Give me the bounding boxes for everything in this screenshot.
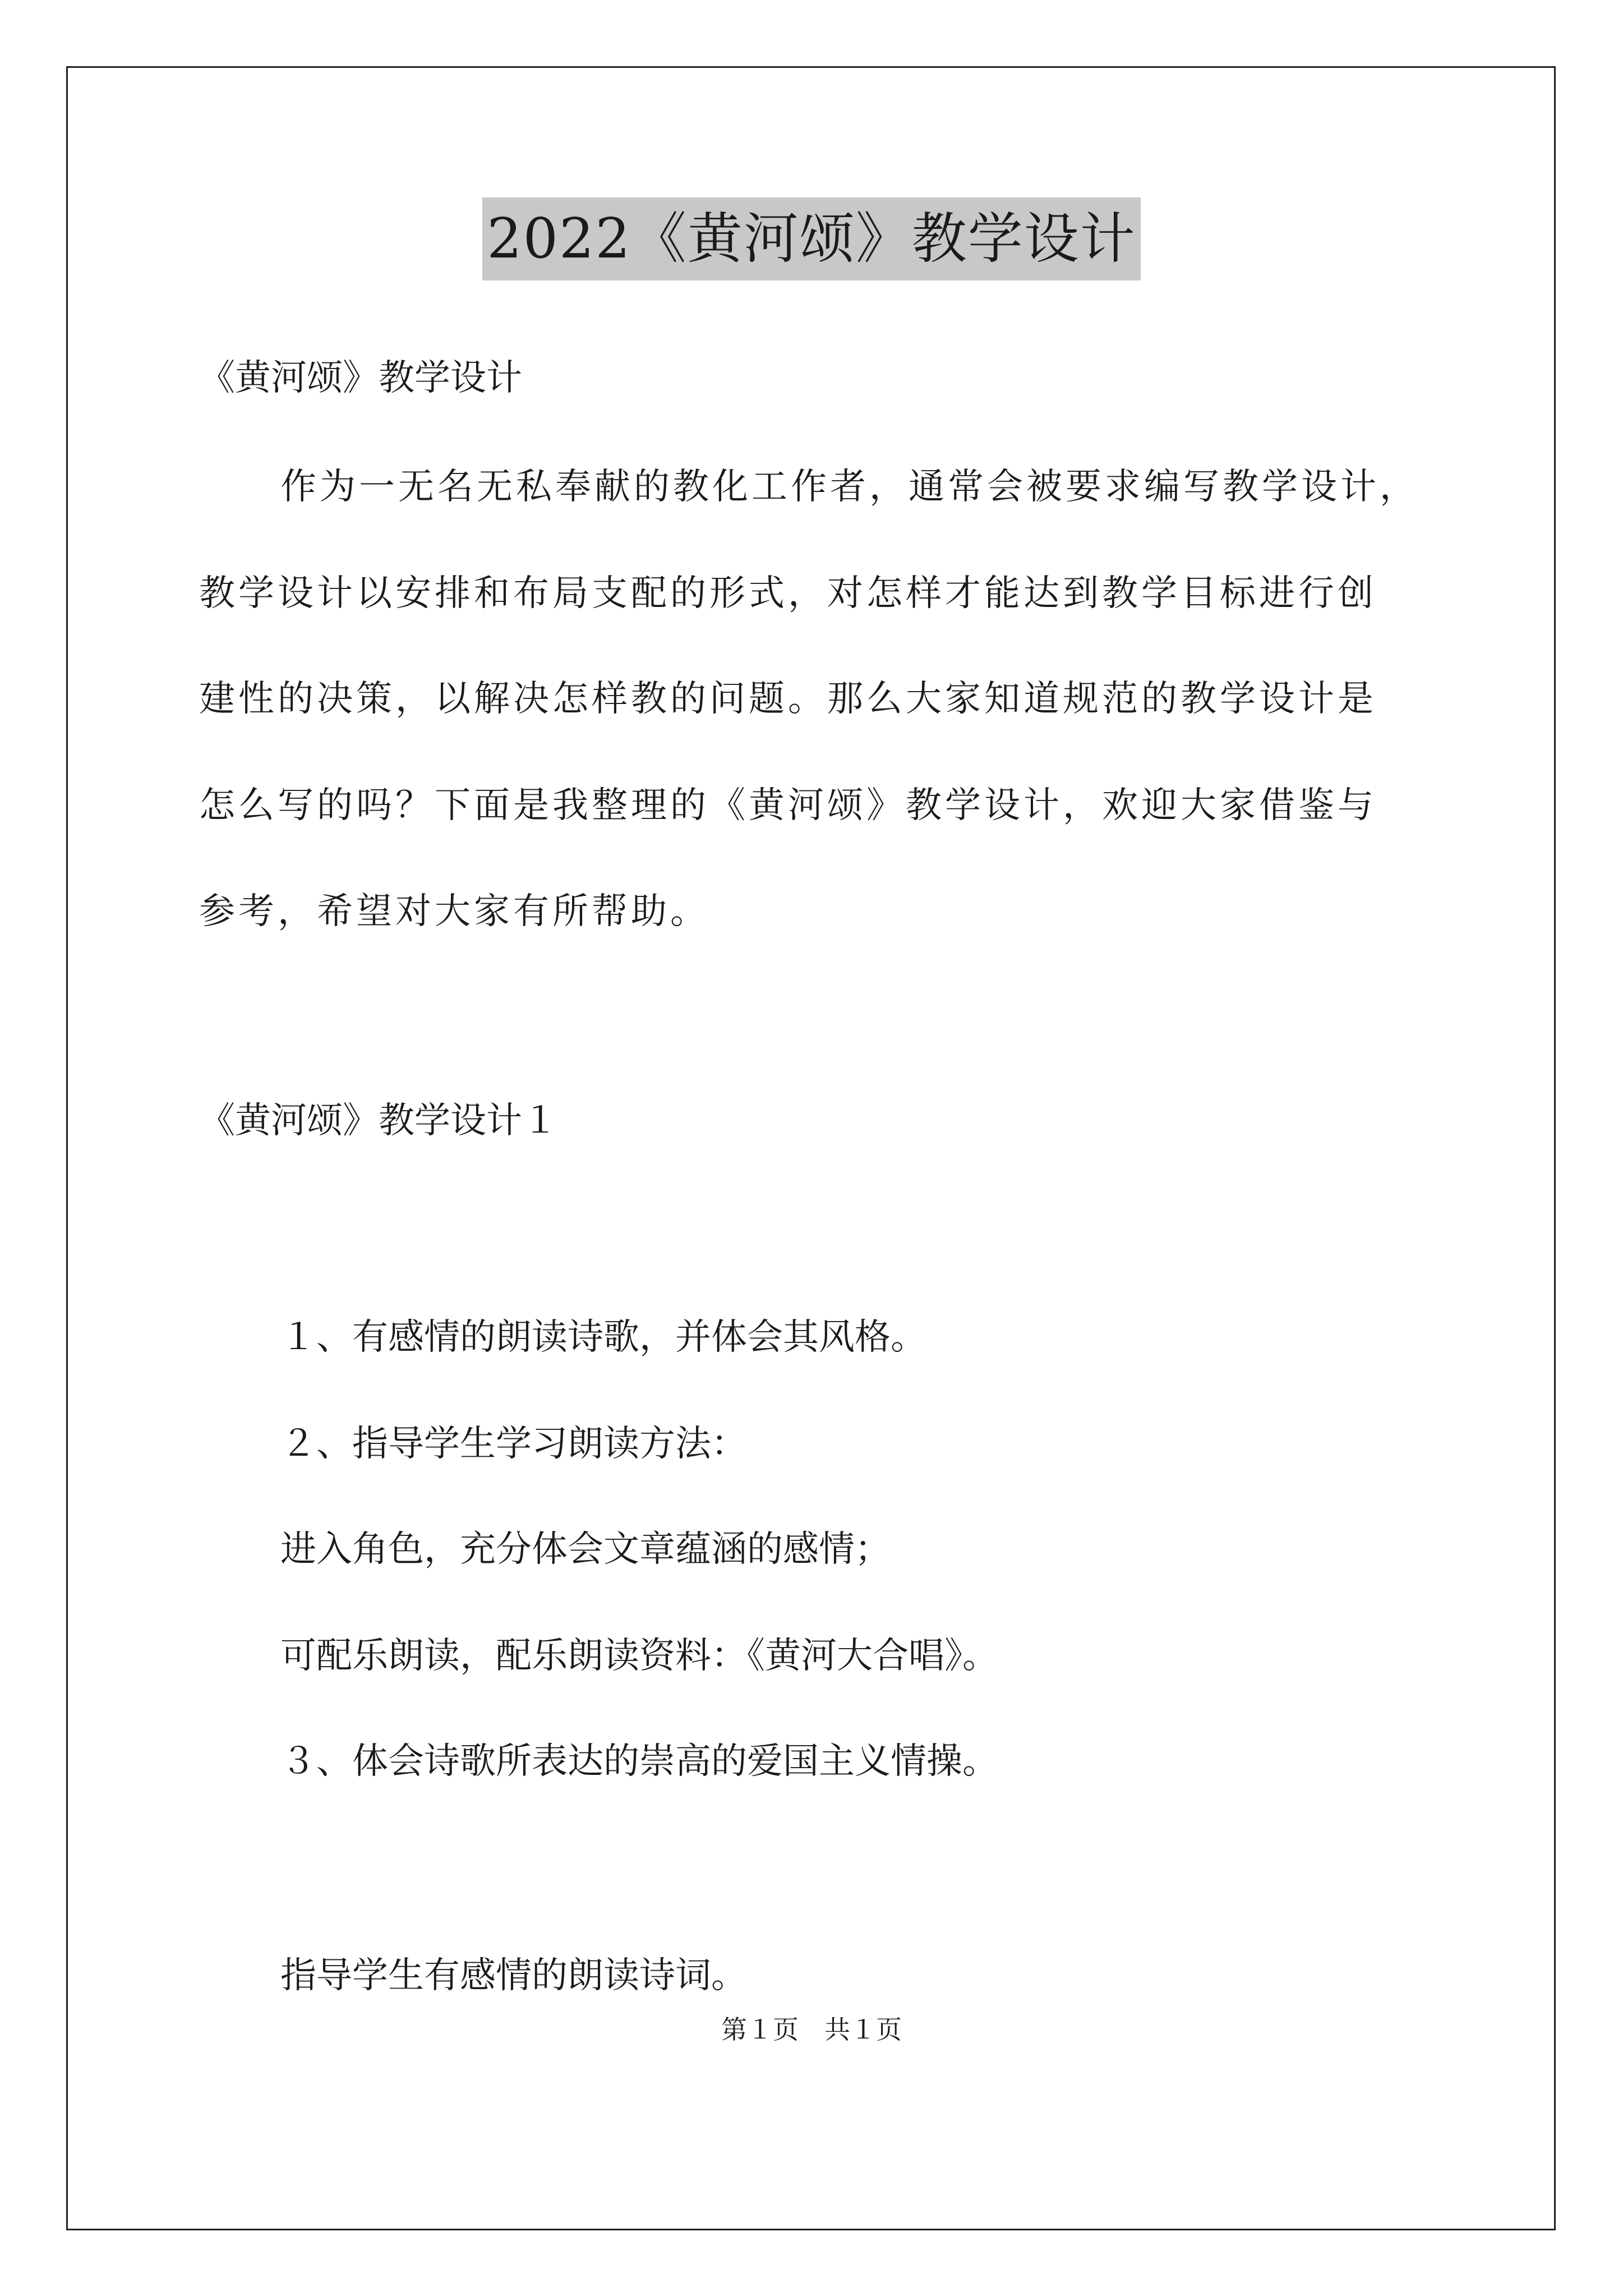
list-item: ２、指导学生学习朗读方法： (280, 1423, 747, 1465)
document-title: 2022《黄河颂》教学设计 (482, 197, 1140, 280)
intro-line-2: 教学设计以安排和布局支配的形式，对怎样才能达到教学目标进行创 (199, 573, 1377, 614)
closing-line: 指导学生有感情的朗读诗词。 (280, 1955, 747, 1996)
list-item: １、有感情的朗读诗歌，并体会其风格。 (280, 1317, 926, 1358)
section-heading: 《黄河颂》教学设计１ (199, 1100, 558, 1142)
page-footer: 第１页 共１页 (721, 2014, 902, 2045)
list-item: 进入角色，充分体会文章蕴涵的感情； (280, 1529, 891, 1570)
intro-line-1: 作为一无名无私奉献的教化工作者，通常会被要求编写教学设计， (280, 466, 1419, 508)
list-item: ３、体会诗歌所表达的崇高的爱国主义情操。 (280, 1741, 998, 1782)
intro-line-4: 怎么写的吗？下面是我整理的《黄河颂》教学设计，欢迎大家借鉴与 (199, 785, 1377, 826)
intro-line-3: 建性的决策，以解决怎样教的问题。那么大家知道规范的教学设计是 (199, 678, 1377, 720)
subtitle: 《黄河颂》教学设计 (199, 357, 522, 399)
list-item: 可配乐朗读，配乐朗读资料：《黄河大合唱》。 (280, 1635, 998, 1677)
title-container (0, 197, 1623, 280)
intro-line-5: 参考，希望对大家有所帮助。 (199, 891, 709, 932)
